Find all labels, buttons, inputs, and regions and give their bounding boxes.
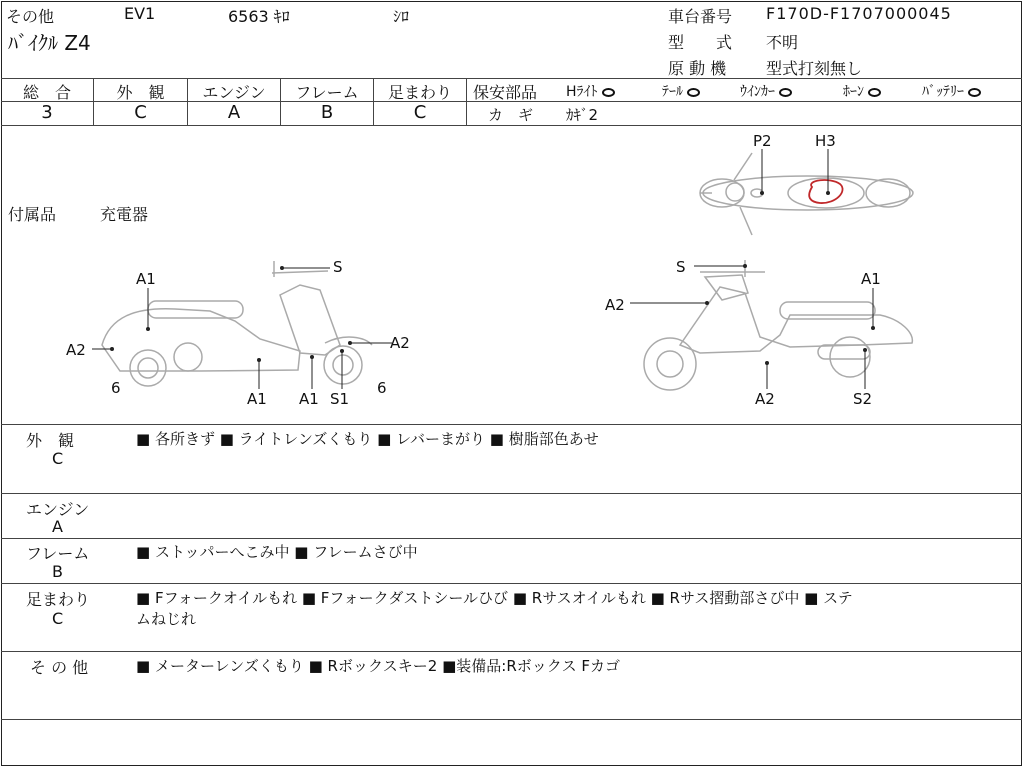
- divider: [1, 78, 1022, 79]
- label-right-a1: A1: [861, 270, 881, 288]
- remark-label-suspension: 足まわり: [26, 590, 91, 609]
- label-p2: P2: [753, 132, 772, 150]
- grade-label-exterior: 外 観: [116, 83, 165, 102]
- label-left-s1: S1: [330, 390, 350, 408]
- remark-label-frame: フレーム: [26, 544, 90, 563]
- ok-circle-icon: [687, 88, 700, 97]
- remark-text-suspension-cont: ムねじれ: [136, 610, 197, 628]
- divider: [1, 493, 1022, 494]
- remark-grade-suspension: C: [52, 609, 64, 628]
- divider: [1, 719, 1022, 720]
- label-h3: H3: [815, 132, 836, 150]
- safety-item-horn: ﾎｰﾝ: [843, 81, 881, 101]
- mileage-text: 6563 ｷﾛ: [228, 7, 290, 26]
- type-value: 不明: [766, 33, 799, 52]
- divider: [1, 538, 1022, 539]
- key-value: ｶｷﾞ2: [566, 106, 599, 124]
- safety-item-battery: ﾊﾞｯﾃﾘｰ: [922, 81, 981, 101]
- remark-grade-exterior: C: [52, 449, 64, 468]
- grade-label-frame: フレーム: [295, 83, 359, 102]
- engine-label: 原 動 機: [668, 59, 727, 78]
- grade-label-overall: 総 合: [22, 83, 71, 102]
- lot-code: EV1: [124, 4, 156, 23]
- label-left-a1-bottom: A1: [247, 390, 267, 408]
- label-left-6-right: 6: [377, 379, 387, 397]
- label-left-a2-right: A2: [390, 334, 410, 352]
- label-left-6-left: 6: [111, 379, 121, 397]
- remark-label-exterior: 外 観: [26, 431, 75, 450]
- divider: [467, 101, 1022, 102]
- color-text: ｼﾛ: [393, 7, 410, 26]
- remark-text-suspension: ■ Fフォークオイルもれ ■ Fフォークダストシールひび ■ Rサスオイルもれ ■ Rサス摺動部さび中 ■ ステ: [136, 589, 853, 607]
- remark-text-other: ■ メーターレンズくもり ■ Rボックスキー2 ■装備品:Rボックス Fカゴ: [136, 657, 621, 675]
- ok-circle-icon: [602, 88, 615, 97]
- divider: [1, 424, 1022, 425]
- safety-item-winker: ｳｲﾝｶｰ: [740, 81, 792, 101]
- frame-no-value: F170D-F1707000045: [766, 4, 952, 23]
- engine-value: 型式打刻無し: [766, 59, 863, 78]
- label-left-a1-bottom2: A1: [299, 390, 319, 408]
- top-leaders: [762, 149, 828, 193]
- ok-circle-icon: [779, 88, 792, 97]
- remark-grade-frame: B: [52, 562, 63, 581]
- label-left-a1-top: A1: [136, 270, 156, 288]
- accessories-value: 充電器: [100, 205, 149, 224]
- remark-grade-engine: A: [52, 517, 63, 536]
- accessories-label: 付属品: [8, 205, 57, 224]
- category-text: その他: [6, 7, 55, 26]
- grade-label-suspension: 足まわり: [387, 83, 452, 102]
- safety-title: 保安部品: [473, 83, 538, 102]
- damage-mark-h3: [809, 180, 842, 203]
- scooter-top-view: [700, 153, 913, 235]
- remark-label-other: そ の 他: [30, 658, 89, 677]
- grade-value-frame: B: [320, 102, 334, 123]
- label-right-s2: S2: [853, 390, 873, 408]
- ok-circle-icon: [868, 88, 881, 97]
- grade-value-engine: A: [227, 102, 241, 123]
- divider: [1, 651, 1022, 652]
- label-right-s: S: [676, 258, 686, 276]
- grade-value-suspension: C: [413, 102, 427, 123]
- remark-text-exterior: ■ 各所きず ■ ライトレンズくもり ■ レバーまがり ■ 樹脂部色あせ: [136, 430, 599, 448]
- label-right-a2-top: A2: [605, 296, 625, 314]
- grade-label-engine: エンジン: [202, 83, 266, 102]
- type-label: 型 式: [668, 33, 733, 52]
- label-left-s: S: [333, 258, 343, 276]
- label-left-a2-left: A2: [66, 341, 86, 359]
- right-leaders: [630, 266, 873, 389]
- remark-text-frame: ■ ストッパーへこみ中 ■ フレームさび中: [136, 543, 418, 561]
- divider: [1, 583, 1022, 584]
- divider: [466, 78, 467, 125]
- ok-circle-icon: [968, 88, 981, 97]
- grade-value-overall: 3: [41, 102, 53, 123]
- model-name: ﾊﾞｲｸﾙ Z4: [8, 31, 91, 55]
- safety-item-tail: ﾃｰﾙ: [662, 81, 700, 101]
- label-right-a2-bottom: A2: [755, 390, 775, 408]
- safety-item-headlight: Hﾗｲﾄ: [566, 81, 615, 101]
- grade-value-exterior: C: [134, 102, 147, 123]
- key-label: カ ギ: [488, 106, 534, 124]
- frame-no-label: 車台番号: [668, 7, 733, 26]
- remark-label-engine: エンジン: [26, 500, 90, 519]
